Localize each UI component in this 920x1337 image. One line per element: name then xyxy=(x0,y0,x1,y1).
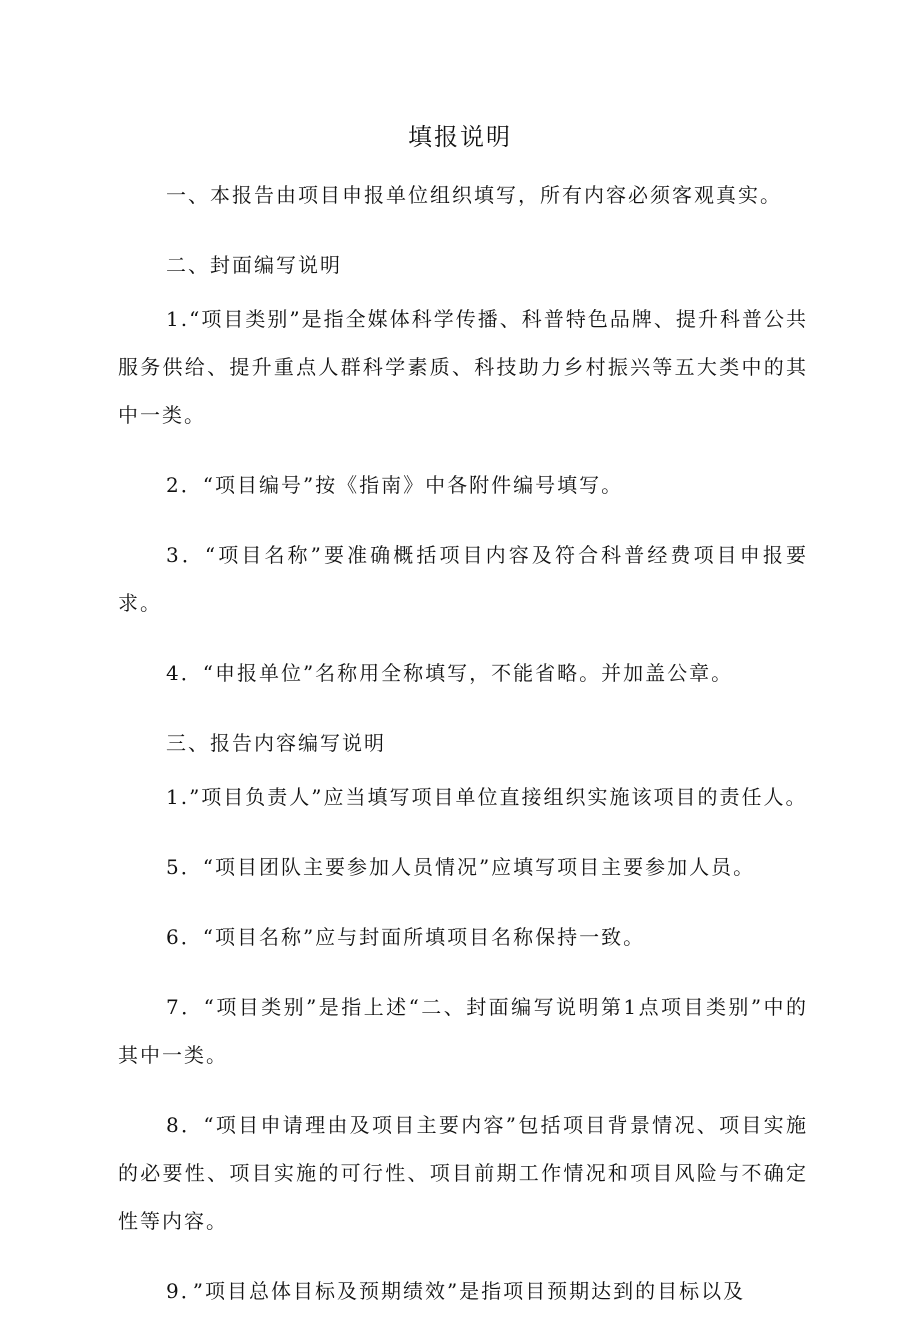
page-title: 填报说明 xyxy=(408,123,512,151)
paragraph-cover-item-4: 4．“申报单位”名称用全称填写，不能省略。并加盖公章。 xyxy=(166,661,734,685)
paragraph-section-2-heading: 二、封面编写说明 xyxy=(166,253,342,277)
document-body xyxy=(118,171,808,1337)
paragraph-content-item-5: 5．“项目团队主要参加人员情况”应填写项目主要参加人员。 xyxy=(166,855,756,879)
paragraph-content-item-1: 1.”项目负责人”应当填写项目单位直接组织实施该项目的责任人。 xyxy=(166,785,808,809)
paragraph-cover-item-3: 3．“项目名称”要准确概括项目内容及符合科普经费项目申报要求。 xyxy=(118,543,808,615)
paragraph-section-1: 一、本报告由项目申报单位组织填写，所有内容必须客观真实。 xyxy=(166,183,782,207)
paragraph-cover-item-1: 1.“项目类别”是指全媒体科学传播、科普特色品牌、提升科普公共服务供给、提升重点人群科学素质、科技助力乡村振兴等五大类中的其中一类。 xyxy=(118,307,808,427)
paragraph-content-item-9: 9．”项目总体目标及预期绩效”是指项目预期达到的目标以及 xyxy=(166,1279,746,1303)
paragraph-content-item-7: 7．“项目类别”是指上述“二、封面编写说明第1点项目类别”中的其中一类。 xyxy=(118,995,808,1067)
paragraph-content-item-8: 8．“项目申请理由及项目主要内容”包括项目背景情况、项目实施的必要性、项目实施的可行性、项目前期工作情况和项目风险与不确定性等内容。 xyxy=(118,1113,808,1233)
paragraph-cover-item-2: 2．“项目编号”按《指南》中各附件编号填写。 xyxy=(166,473,624,497)
paragraph-content-item-6: 6．“项目名称”应与封面所填项目名称保持一致。 xyxy=(166,925,646,949)
paragraph-section-3-heading: 三、报告内容编写说明 xyxy=(166,731,386,755)
